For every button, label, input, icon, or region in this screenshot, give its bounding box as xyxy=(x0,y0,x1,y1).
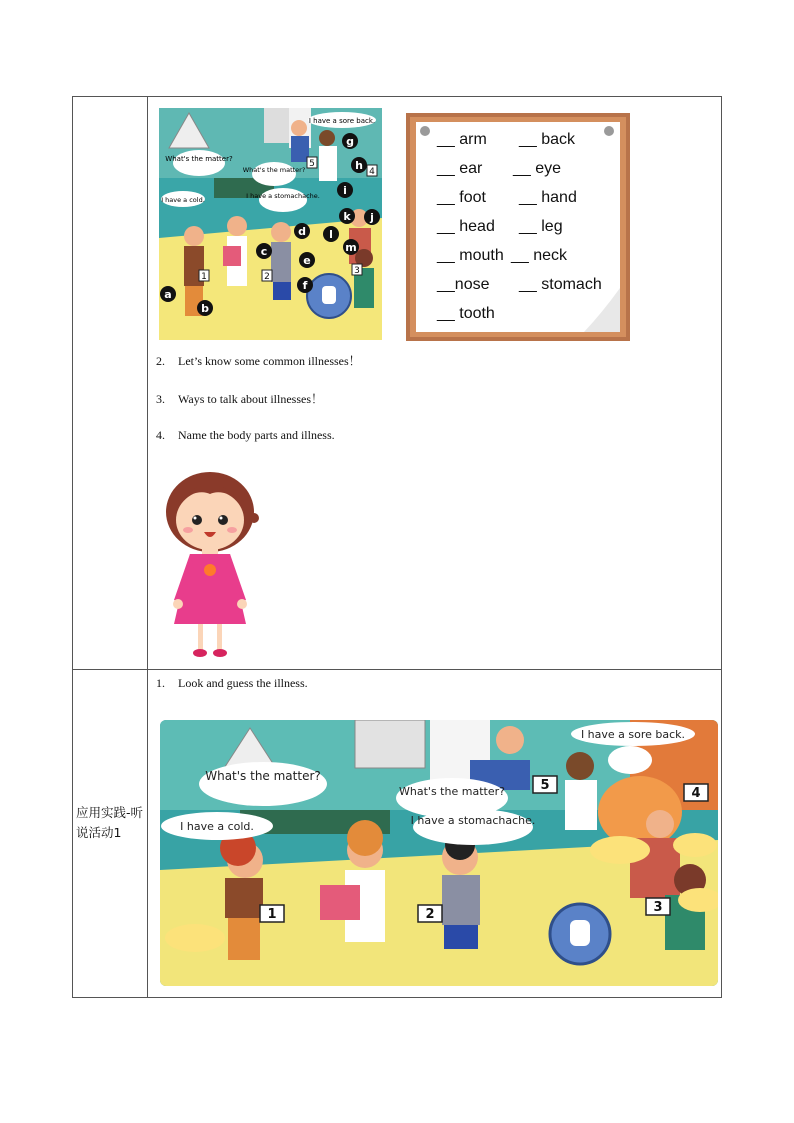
word-mouth: __ mouth xyxy=(437,247,504,264)
letter-tag-c: c xyxy=(260,245,268,258)
letter-tag-h: h xyxy=(355,159,363,172)
table-top-border xyxy=(72,96,722,97)
word-arm: __ arm xyxy=(437,131,487,148)
step-3: 3. Ways to talk about illnesses！ xyxy=(156,392,324,406)
letter-tag-m: m xyxy=(345,241,357,254)
number-tag-4: 4 xyxy=(369,167,375,177)
word-ear: __ ear xyxy=(437,160,483,177)
bubble2-sore-back: I have a sore back. xyxy=(580,728,686,741)
number-tag-3: 3 xyxy=(354,266,360,276)
body-parts-word-board xyxy=(406,113,630,341)
bottom-number-tag-2: 2 xyxy=(425,907,435,922)
letter-tag-i: i xyxy=(343,184,347,197)
word-head: __ head xyxy=(437,218,495,235)
word-leg: __ leg xyxy=(519,218,563,235)
table-bottom-border xyxy=(72,997,722,998)
word-neck: __ neck xyxy=(511,247,568,264)
letter-tag-d: d xyxy=(298,225,306,238)
activity-label: 应用实践-听说活动1 xyxy=(76,805,144,840)
bubble2-cold: I have a cold. xyxy=(180,820,254,833)
bubble2-stomachache: I have a stomachache. xyxy=(410,814,536,827)
table-left-border xyxy=(72,96,73,998)
bubble-whats-matter-1: What's the matter? xyxy=(165,155,233,163)
cartoon-girl-illustration xyxy=(162,472,262,660)
letter-tag-e: e xyxy=(303,254,311,267)
number-tag-1: 1 xyxy=(201,272,207,282)
number-tag-5: 5 xyxy=(309,159,315,169)
letter-tag-l: l xyxy=(329,228,333,241)
step-1: 1. Look and guess the illness. xyxy=(156,676,308,690)
letter-tag-j: j xyxy=(370,211,374,224)
step-4: 4. Name the body parts and illness. xyxy=(156,428,335,442)
bottom-number-tag-3: 3 xyxy=(653,900,663,915)
letter-tag-a: a xyxy=(164,288,172,301)
word-hand: __ hand xyxy=(519,189,577,206)
word-tooth: __ tooth xyxy=(437,305,495,322)
step-2: 2. Let’s know some common illnesses！ xyxy=(156,354,361,368)
bubble-whats-matter-2: What's the matter? xyxy=(242,166,306,174)
bubble2-whats-matter-2: What's the matter? xyxy=(399,785,505,798)
letter-tag-f: f xyxy=(302,279,308,292)
table-right-border xyxy=(721,96,722,998)
number-tag-2: 2 xyxy=(264,272,270,282)
bottom-number-tag-5: 5 xyxy=(540,778,550,793)
word-board-grid xyxy=(437,131,602,334)
bubble2-whats-matter-1: What's the matter? xyxy=(205,769,321,783)
word-stomach: __ stomach xyxy=(519,276,602,293)
word-back: __ back xyxy=(519,131,576,148)
row-divider xyxy=(72,669,722,670)
word-foot: __ foot xyxy=(437,189,486,206)
clinic-scene-labeled-image xyxy=(159,108,382,340)
letter-tag-g: g xyxy=(346,135,354,148)
bottom-number-tag-4: 4 xyxy=(691,786,701,801)
letter-tag-b: b xyxy=(201,302,209,315)
bubble-cold: I have a cold. xyxy=(161,196,205,204)
bubble-stomachache: I have a stomachache. xyxy=(246,192,320,200)
word-eye: __ eye xyxy=(513,160,562,177)
letter-tag-k: k xyxy=(343,210,351,223)
bubble-sore-back: I have a sore back. xyxy=(308,117,376,125)
bottom-number-tag-1: 1 xyxy=(267,907,277,922)
clinic-scene-guess-image xyxy=(160,720,718,986)
word-nose: __nose xyxy=(437,276,490,293)
column-divider xyxy=(147,96,148,998)
